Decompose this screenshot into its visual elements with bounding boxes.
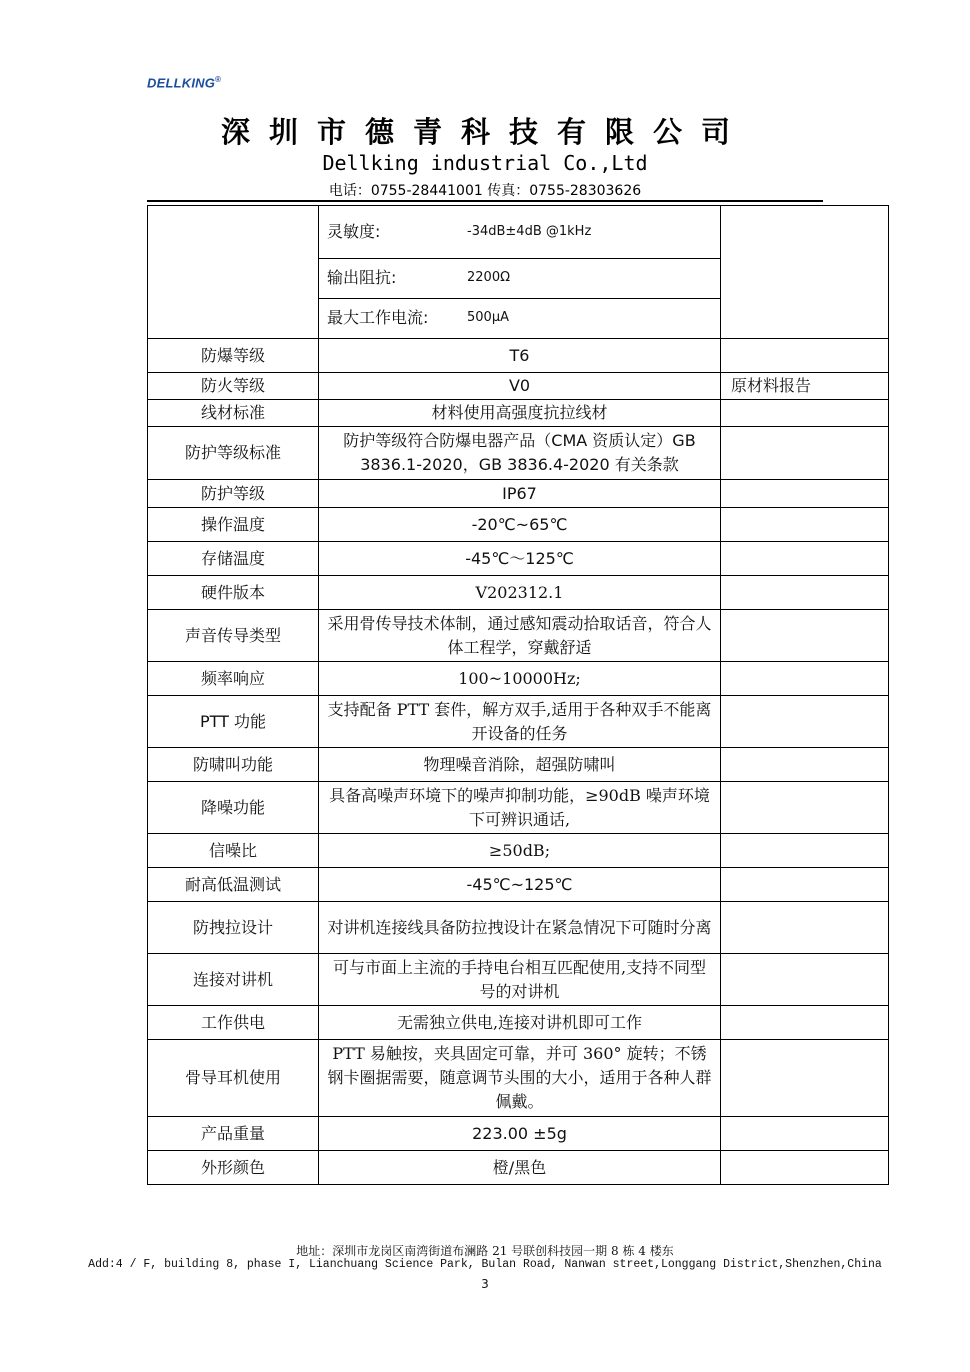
row-label: 防护等级标准 [148, 427, 319, 480]
table-row [148, 834, 889, 868]
row-label: 耐高低温测试 [148, 868, 319, 902]
contact-line: 电话：0755-28441001 传真：0755-28303626 [328, 183, 642, 199]
table-row [148, 1117, 889, 1151]
row-value: -45℃～125℃ [319, 542, 721, 576]
row-remark [721, 902, 889, 954]
table-row [148, 954, 889, 1006]
row-label: 频率响应 [148, 662, 319, 696]
row-value: 具备高噪声环境下的噪声抑制功能，≥90dB 噪声环境下可辨识通话, [319, 782, 721, 834]
footer-address-en: Add:4 / F, building 8, phase I, Lianchuang Science Park, Bulan Road, Nanwan street,Longgang District,Shenzhen,China [88, 1258, 882, 1271]
table-row [148, 373, 889, 400]
table-row [148, 542, 889, 576]
row-remark [721, 427, 889, 480]
table-row [148, 610, 889, 662]
row-remark [721, 1040, 889, 1117]
row-remark [721, 339, 889, 373]
row-value: 100~10000Hz; [319, 662, 721, 696]
row-remark [721, 834, 889, 868]
table-row [148, 1151, 889, 1185]
row-remark [721, 954, 889, 1006]
label-cell-empty [148, 206, 319, 339]
row-label: 硬件版本 [148, 576, 319, 610]
page-number: 3 [481, 1277, 489, 1291]
row-value: V202312.1 [319, 576, 721, 610]
logo-text: DELLKING [147, 75, 216, 91]
row-value: 223.00 ±5g [319, 1117, 721, 1151]
row-value: -45℃~125℃ [319, 868, 721, 902]
table-row [148, 902, 889, 954]
table-row [148, 782, 889, 834]
sub-spec-label: 最大工作电流: [319, 298, 467, 338]
row-value: PTT 易触按，夹具固定可靠，并可 360° 旋转；不锈钢卡圈据需要，随意调节头围的大小，适用于各种人群佩戴。 [319, 1040, 721, 1117]
sub-spec-label: 输出阻抗: [319, 258, 467, 298]
row-label: 线材标准 [148, 400, 319, 427]
row-label: 声音传导类型 [148, 610, 319, 662]
footer-address-cn: 地址：深圳市龙岗区南湾街道布澜路 21 号联创科技园一期 8 栋 4 楼东 [296, 1244, 674, 1258]
row-value: 可与市面上主流的手持电台相互匹配使用,支持不同型号的对讲机 [319, 954, 721, 1006]
table-row [148, 427, 889, 480]
row-label: 防火等级 [148, 373, 319, 400]
row-value: T6 [319, 339, 721, 373]
row-remark [721, 576, 889, 610]
row-label: 防啸叫功能 [148, 748, 319, 782]
row-label: 存储温度 [148, 542, 319, 576]
spec-table [147, 205, 889, 1185]
row-value: 支持配备 PTT 套件，解方双手,适用于各种双手不能离开设备的任务 [319, 696, 721, 748]
table-row [148, 508, 889, 542]
sub-spec-value: 2200Ω [467, 258, 720, 298]
header-divider [147, 200, 823, 202]
table-row [148, 480, 889, 508]
row-value: ≥50dB; [319, 834, 721, 868]
row-remark: 原材料报告 [721, 373, 889, 400]
row-value: V0 [319, 373, 721, 400]
row-remark [721, 542, 889, 576]
row-label: 产品重量 [148, 1117, 319, 1151]
row-remark [721, 1117, 889, 1151]
row-remark [721, 868, 889, 902]
row-value: -20℃~65℃ [319, 508, 721, 542]
remark-cell [721, 206, 889, 339]
row-label: 外形颜色 [148, 1151, 319, 1185]
sub-spec-value: -34dB±4dB @1kHz [467, 223, 592, 239]
sub-spec-label: 灵敏度: [327, 221, 381, 241]
row-label: 工作供电 [148, 1006, 319, 1040]
table-row [148, 1006, 889, 1040]
table-row [148, 1040, 889, 1117]
company-name-en: Dellking industrial Co.,Ltd [322, 151, 648, 175]
table-row [148, 748, 889, 782]
row-remark [721, 1006, 889, 1040]
sub-spec-table [319, 206, 720, 338]
table-row [148, 868, 889, 902]
row-value: 无需独立供电,连接对讲机即可工作 [319, 1006, 721, 1040]
registered-mark: ® [215, 75, 222, 84]
table-row [148, 662, 889, 696]
table-row [148, 576, 889, 610]
row-label: 防护等级 [148, 480, 319, 508]
row-label: PTT 功能 [148, 696, 319, 748]
row-label: 防拽拉设计 [148, 902, 319, 954]
table-row [148, 339, 889, 373]
company-logo [147, 75, 221, 90]
row-label: 信噪比 [148, 834, 319, 868]
row-value: 橙/黑色 [319, 1151, 721, 1185]
table-row [148, 696, 889, 748]
row-label: 防爆等级 [148, 339, 319, 373]
row-value: 材料使用高强度抗拉线材 [319, 400, 721, 427]
row-remark [721, 748, 889, 782]
row-value: 采用骨传导技术体制，通过感知震动拾取话音，符合人体工程学，穿戴舒适 [319, 610, 721, 662]
row-label: 降噪功能 [148, 782, 319, 834]
sub-spec-cell [319, 206, 721, 339]
table-row [148, 400, 889, 427]
row-value: 物理噪音消除，超强防啸叫 [319, 748, 721, 782]
row-remark [721, 400, 889, 427]
row-label: 连接对讲机 [148, 954, 319, 1006]
row-label: 骨导耳机使用 [148, 1040, 319, 1117]
row-remark [721, 696, 889, 748]
row-remark [721, 508, 889, 542]
row-remark [721, 480, 889, 508]
row-value: IP67 [319, 480, 721, 508]
row-remark [721, 1151, 889, 1185]
row-value: 对讲机连接线具备防拉拽设计在紧急情况下可随时分离 [319, 902, 721, 954]
row-value: 防护等级符合防爆电器产品（CMA 资质认定）GB 3836.1-2020，GB 3836.4-2020 有关条款 [319, 427, 721, 480]
table-row [148, 206, 889, 339]
row-remark [721, 610, 889, 662]
row-remark [721, 662, 889, 696]
company-name-cn: 深圳市德青科技有限公司 [220, 115, 749, 149]
row-label: 操作温度 [148, 508, 319, 542]
sub-spec-value: 500μA [467, 298, 720, 338]
row-remark [721, 782, 889, 834]
